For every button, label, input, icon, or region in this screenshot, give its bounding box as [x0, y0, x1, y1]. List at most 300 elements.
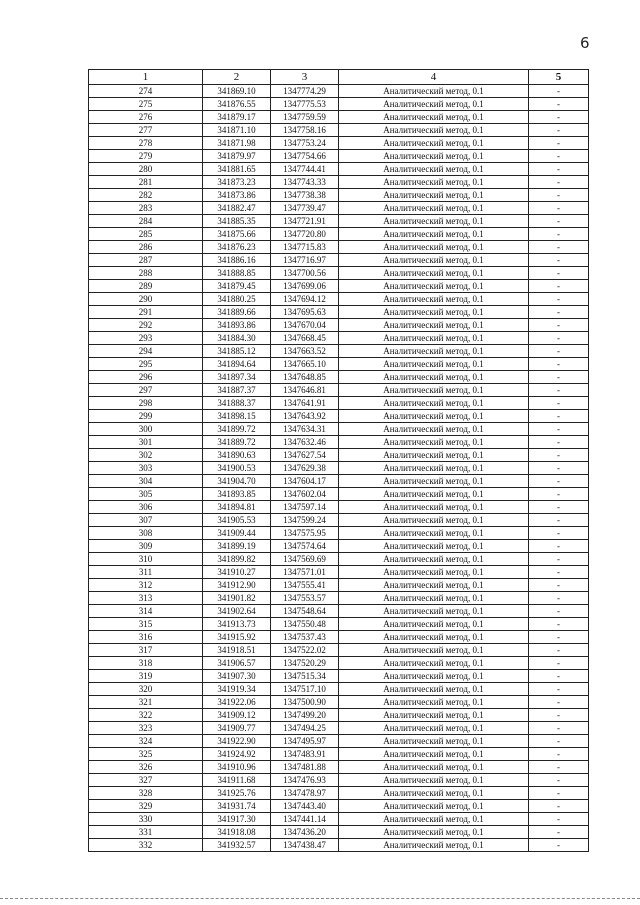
method-accuracy-cell: Аналитический метод, 0.1	[339, 397, 529, 410]
y-coordinate-cell: 1347476.93	[271, 774, 339, 787]
note-cell: -	[529, 241, 589, 254]
note-cell: -	[529, 436, 589, 449]
point-number-cell: 313	[89, 592, 203, 605]
method-accuracy-cell: Аналитический метод, 0.1	[339, 98, 529, 111]
method-accuracy-cell: Аналитический метод, 0.1	[339, 527, 529, 540]
table-row	[89, 410, 589, 423]
point-number-cell: 298	[89, 397, 203, 410]
y-coordinate-cell: 1347665.10	[271, 358, 339, 371]
table-row	[89, 449, 589, 462]
point-number-cell: 305	[89, 488, 203, 501]
y-coordinate-cell: 1347699.06	[271, 280, 339, 293]
table-row	[89, 423, 589, 436]
y-coordinate-cell: 1347494.25	[271, 722, 339, 735]
x-coordinate-cell: 341886.16	[203, 254, 271, 267]
method-accuracy-cell: Аналитический метод, 0.1	[339, 280, 529, 293]
x-coordinate-cell: 341873.23	[203, 176, 271, 189]
table-row	[89, 670, 589, 683]
note-cell: -	[529, 176, 589, 189]
note-cell: -	[529, 423, 589, 436]
x-coordinate-cell: 341871.98	[203, 137, 271, 150]
point-number-cell: 311	[89, 566, 203, 579]
y-coordinate-cell: 1347604.17	[271, 475, 339, 488]
method-accuracy-cell: Аналитический метод, 0.1	[339, 839, 529, 852]
point-number-cell: 275	[89, 98, 203, 111]
point-number-cell: 319	[89, 670, 203, 683]
point-number-cell: 325	[89, 748, 203, 761]
x-coordinate-cell: 341910.96	[203, 761, 271, 774]
y-coordinate-cell: 1347775.53	[271, 98, 339, 111]
method-accuracy-cell: Аналитический метод, 0.1	[339, 202, 529, 215]
table-row	[89, 735, 589, 748]
table-row	[89, 176, 589, 189]
method-accuracy-cell: Аналитический метод, 0.1	[339, 475, 529, 488]
y-coordinate-cell: 1347515.34	[271, 670, 339, 683]
method-accuracy-cell: Аналитический метод, 0.1	[339, 800, 529, 813]
x-coordinate-cell: 341879.45	[203, 280, 271, 293]
note-cell: -	[529, 319, 589, 332]
point-number-cell: 306	[89, 501, 203, 514]
table-row	[89, 397, 589, 410]
method-accuracy-cell: Аналитический метод, 0.1	[339, 332, 529, 345]
note-cell: -	[529, 488, 589, 501]
note-cell: -	[529, 735, 589, 748]
note-cell: -	[529, 163, 589, 176]
method-accuracy-cell: Аналитический метод, 0.1	[339, 826, 529, 839]
note-cell: -	[529, 748, 589, 761]
note-cell: -	[529, 462, 589, 475]
method-accuracy-cell: Аналитический метод, 0.1	[339, 488, 529, 501]
header-col-5: 5	[529, 70, 589, 85]
y-coordinate-cell: 1347634.31	[271, 423, 339, 436]
x-coordinate-cell: 341906.57	[203, 657, 271, 670]
method-accuracy-cell: Аналитический метод, 0.1	[339, 423, 529, 436]
point-number-cell: 291	[89, 306, 203, 319]
method-accuracy-cell: Аналитический метод, 0.1	[339, 306, 529, 319]
note-cell: -	[529, 592, 589, 605]
x-coordinate-cell: 341881.65	[203, 163, 271, 176]
method-accuracy-cell: Аналитический метод, 0.1	[339, 657, 529, 670]
x-coordinate-cell: 341893.85	[203, 488, 271, 501]
point-number-cell: 324	[89, 735, 203, 748]
point-number-cell: 323	[89, 722, 203, 735]
note-cell: -	[529, 670, 589, 683]
note-cell: -	[529, 397, 589, 410]
method-accuracy-cell: Аналитический метод, 0.1	[339, 761, 529, 774]
y-coordinate-cell: 1347670.04	[271, 319, 339, 332]
method-accuracy-cell: Аналитический метод, 0.1	[339, 163, 529, 176]
method-accuracy-cell: Аналитический метод, 0.1	[339, 618, 529, 631]
method-accuracy-cell: Аналитический метод, 0.1	[339, 735, 529, 748]
y-coordinate-cell: 1347721.91	[271, 215, 339, 228]
point-number-cell: 320	[89, 683, 203, 696]
method-accuracy-cell: Аналитический метод, 0.1	[339, 722, 529, 735]
x-coordinate-cell: 341889.66	[203, 306, 271, 319]
point-number-cell: 274	[89, 85, 203, 98]
x-coordinate-cell: 341913.73	[203, 618, 271, 631]
y-coordinate-cell: 1347483.91	[271, 748, 339, 761]
y-coordinate-cell: 1347441.14	[271, 813, 339, 826]
x-coordinate-cell: 341932.57	[203, 839, 271, 852]
x-coordinate-cell: 341910.27	[203, 566, 271, 579]
table-row	[89, 579, 589, 592]
y-coordinate-cell: 1347738.38	[271, 189, 339, 202]
note-cell: -	[529, 722, 589, 735]
note-cell: -	[529, 280, 589, 293]
y-coordinate-cell: 1347537.43	[271, 631, 339, 644]
y-coordinate-cell: 1347648.85	[271, 371, 339, 384]
table-row	[89, 306, 589, 319]
method-accuracy-cell: Аналитический метод, 0.1	[339, 579, 529, 592]
method-accuracy-cell: Аналитический метод, 0.1	[339, 631, 529, 644]
method-accuracy-cell: Аналитический метод, 0.1	[339, 553, 529, 566]
note-cell: -	[529, 137, 589, 150]
method-accuracy-cell: Аналитический метод, 0.1	[339, 709, 529, 722]
point-number-cell: 276	[89, 111, 203, 124]
method-accuracy-cell: Аналитический метод, 0.1	[339, 683, 529, 696]
point-number-cell: 330	[89, 813, 203, 826]
y-coordinate-cell: 1347522.02	[271, 644, 339, 657]
x-coordinate-cell: 341893.86	[203, 319, 271, 332]
note-cell: -	[529, 696, 589, 709]
y-coordinate-cell: 1347555.41	[271, 579, 339, 592]
table-row	[89, 787, 589, 800]
table-row	[89, 839, 589, 852]
method-accuracy-cell: Аналитический метод, 0.1	[339, 592, 529, 605]
point-number-cell: 289	[89, 280, 203, 293]
y-coordinate-cell: 1347436.20	[271, 826, 339, 839]
table-row	[89, 319, 589, 332]
method-accuracy-cell: Аналитический метод, 0.1	[339, 774, 529, 787]
note-cell: -	[529, 332, 589, 345]
point-number-cell: 318	[89, 657, 203, 670]
point-number-cell: 285	[89, 228, 203, 241]
method-accuracy-cell: Аналитический метод, 0.1	[339, 462, 529, 475]
header-col-1: 1	[89, 70, 203, 85]
x-coordinate-cell: 341898.15	[203, 410, 271, 423]
table-row	[89, 826, 589, 839]
y-coordinate-cell: 1347754.66	[271, 150, 339, 163]
method-accuracy-cell: Аналитический метод, 0.1	[339, 124, 529, 137]
table-row	[89, 384, 589, 397]
table-row	[89, 631, 589, 644]
point-number-cell: 296	[89, 371, 203, 384]
point-number-cell: 277	[89, 124, 203, 137]
table-row	[89, 683, 589, 696]
table-row	[89, 241, 589, 254]
point-number-cell: 278	[89, 137, 203, 150]
table-row	[89, 800, 589, 813]
table-row	[89, 527, 589, 540]
x-coordinate-cell: 341909.12	[203, 709, 271, 722]
y-coordinate-cell: 1347700.56	[271, 267, 339, 280]
x-coordinate-cell: 341882.47	[203, 202, 271, 215]
note-cell: -	[529, 787, 589, 800]
table-row	[89, 761, 589, 774]
y-coordinate-cell: 1347663.52	[271, 345, 339, 358]
page-bottom-divider	[0, 898, 640, 899]
table-row	[89, 514, 589, 527]
x-coordinate-cell: 341907.30	[203, 670, 271, 683]
y-coordinate-cell: 1347571.01	[271, 566, 339, 579]
y-coordinate-cell: 1347438.47	[271, 839, 339, 852]
table-body	[89, 85, 589, 852]
table-row	[89, 332, 589, 345]
x-coordinate-cell: 341922.90	[203, 735, 271, 748]
note-cell: -	[529, 371, 589, 384]
method-accuracy-cell: Аналитический метод, 0.1	[339, 319, 529, 332]
y-coordinate-cell: 1347758.16	[271, 124, 339, 137]
x-coordinate-cell: 341875.66	[203, 228, 271, 241]
point-number-cell: 287	[89, 254, 203, 267]
method-accuracy-cell: Аналитический метод, 0.1	[339, 605, 529, 618]
point-number-cell: 303	[89, 462, 203, 475]
x-coordinate-cell: 341871.10	[203, 124, 271, 137]
note-cell: -	[529, 813, 589, 826]
x-coordinate-cell: 341900.53	[203, 462, 271, 475]
method-accuracy-cell: Аналитический метод, 0.1	[339, 748, 529, 761]
x-coordinate-cell: 341873.86	[203, 189, 271, 202]
method-accuracy-cell: Аналитический метод, 0.1	[339, 137, 529, 150]
page-number: 6	[580, 34, 590, 52]
x-coordinate-cell: 341884.30	[203, 332, 271, 345]
table-row	[89, 592, 589, 605]
table-row	[89, 553, 589, 566]
point-number-cell: 331	[89, 826, 203, 839]
x-coordinate-cell: 341901.82	[203, 592, 271, 605]
x-coordinate-cell: 341905.53	[203, 514, 271, 527]
method-accuracy-cell: Аналитический метод, 0.1	[339, 189, 529, 202]
table-row	[89, 540, 589, 553]
table-row	[89, 215, 589, 228]
y-coordinate-cell: 1347753.24	[271, 137, 339, 150]
point-number-cell: 299	[89, 410, 203, 423]
note-cell: -	[529, 709, 589, 722]
y-coordinate-cell: 1347774.29	[271, 85, 339, 98]
point-number-cell: 308	[89, 527, 203, 540]
point-number-cell: 281	[89, 176, 203, 189]
y-coordinate-cell: 1347517.10	[271, 683, 339, 696]
note-cell: -	[529, 449, 589, 462]
point-number-cell: 293	[89, 332, 203, 345]
x-coordinate-cell: 341912.90	[203, 579, 271, 592]
y-coordinate-cell: 1347443.40	[271, 800, 339, 813]
x-coordinate-cell: 341924.92	[203, 748, 271, 761]
note-cell: -	[529, 839, 589, 852]
table-row	[89, 501, 589, 514]
x-coordinate-cell: 341897.34	[203, 371, 271, 384]
x-coordinate-cell: 341902.64	[203, 605, 271, 618]
x-coordinate-cell: 341909.44	[203, 527, 271, 540]
method-accuracy-cell: Аналитический метод, 0.1	[339, 241, 529, 254]
x-coordinate-cell: 341889.72	[203, 436, 271, 449]
table-row	[89, 657, 589, 670]
method-accuracy-cell: Аналитический метод, 0.1	[339, 85, 529, 98]
method-accuracy-cell: Аналитический метод, 0.1	[339, 410, 529, 423]
point-number-cell: 292	[89, 319, 203, 332]
y-coordinate-cell: 1347550.48	[271, 618, 339, 631]
table-header-row	[89, 70, 589, 85]
y-coordinate-cell: 1347694.12	[271, 293, 339, 306]
table-row	[89, 605, 589, 618]
method-accuracy-cell: Аналитический метод, 0.1	[339, 111, 529, 124]
note-cell: -	[529, 98, 589, 111]
note-cell: -	[529, 605, 589, 618]
table-row	[89, 189, 589, 202]
table-row	[89, 618, 589, 631]
point-number-cell: 329	[89, 800, 203, 813]
table-row	[89, 462, 589, 475]
y-coordinate-cell: 1347716.97	[271, 254, 339, 267]
y-coordinate-cell: 1347668.45	[271, 332, 339, 345]
point-number-cell: 282	[89, 189, 203, 202]
point-number-cell: 307	[89, 514, 203, 527]
point-number-cell: 300	[89, 423, 203, 436]
method-accuracy-cell: Аналитический метод, 0.1	[339, 215, 529, 228]
note-cell: -	[529, 644, 589, 657]
x-coordinate-cell: 341879.17	[203, 111, 271, 124]
x-coordinate-cell: 341876.55	[203, 98, 271, 111]
table-row	[89, 254, 589, 267]
method-accuracy-cell: Аналитический метод, 0.1	[339, 813, 529, 826]
header-col-2: 2	[203, 70, 271, 85]
x-coordinate-cell: 341888.85	[203, 267, 271, 280]
y-coordinate-cell: 1347629.38	[271, 462, 339, 475]
method-accuracy-cell: Аналитический метод, 0.1	[339, 514, 529, 527]
point-number-cell: 315	[89, 618, 203, 631]
method-accuracy-cell: Аналитический метод, 0.1	[339, 449, 529, 462]
x-coordinate-cell: 341918.51	[203, 644, 271, 657]
x-coordinate-cell: 341880.25	[203, 293, 271, 306]
point-number-cell: 283	[89, 202, 203, 215]
y-coordinate-cell: 1347646.81	[271, 384, 339, 397]
table-row	[89, 345, 589, 358]
y-coordinate-cell: 1347548.64	[271, 605, 339, 618]
y-coordinate-cell: 1347478.97	[271, 787, 339, 800]
y-coordinate-cell: 1347499.20	[271, 709, 339, 722]
method-accuracy-cell: Аналитический метод, 0.1	[339, 696, 529, 709]
note-cell: -	[529, 475, 589, 488]
x-coordinate-cell: 341931.74	[203, 800, 271, 813]
table-row	[89, 488, 589, 501]
point-number-cell: 295	[89, 358, 203, 371]
table-row	[89, 150, 589, 163]
note-cell: -	[529, 215, 589, 228]
y-coordinate-cell: 1347575.95	[271, 527, 339, 540]
table-row	[89, 358, 589, 371]
note-cell: -	[529, 800, 589, 813]
point-number-cell: 326	[89, 761, 203, 774]
note-cell: -	[529, 761, 589, 774]
method-accuracy-cell: Аналитический метод, 0.1	[339, 644, 529, 657]
note-cell: -	[529, 579, 589, 592]
point-number-cell: 288	[89, 267, 203, 280]
method-accuracy-cell: Аналитический метод, 0.1	[339, 384, 529, 397]
y-coordinate-cell: 1347715.83	[271, 241, 339, 254]
method-accuracy-cell: Аналитический метод, 0.1	[339, 566, 529, 579]
x-coordinate-cell: 341890.63	[203, 449, 271, 462]
point-number-cell: 301	[89, 436, 203, 449]
point-number-cell: 284	[89, 215, 203, 228]
table-row	[89, 722, 589, 735]
note-cell: -	[529, 85, 589, 98]
y-coordinate-cell: 1347520.29	[271, 657, 339, 670]
x-coordinate-cell: 341899.19	[203, 540, 271, 553]
note-cell: -	[529, 514, 589, 527]
table-row	[89, 280, 589, 293]
note-cell: -	[529, 293, 589, 306]
point-number-cell: 280	[89, 163, 203, 176]
point-number-cell: 297	[89, 384, 203, 397]
method-accuracy-cell: Аналитический метод, 0.1	[339, 787, 529, 800]
y-coordinate-cell: 1347597.14	[271, 501, 339, 514]
x-coordinate-cell: 341915.92	[203, 631, 271, 644]
note-cell: -	[529, 657, 589, 670]
point-number-cell: 321	[89, 696, 203, 709]
point-number-cell: 310	[89, 553, 203, 566]
point-number-cell: 279	[89, 150, 203, 163]
point-number-cell: 304	[89, 475, 203, 488]
x-coordinate-cell: 341894.81	[203, 501, 271, 514]
y-coordinate-cell: 1347641.91	[271, 397, 339, 410]
method-accuracy-cell: Аналитический метод, 0.1	[339, 176, 529, 189]
table-row	[89, 293, 589, 306]
table-row	[89, 98, 589, 111]
table-row	[89, 566, 589, 579]
method-accuracy-cell: Аналитический метод, 0.1	[339, 293, 529, 306]
method-accuracy-cell: Аналитический метод, 0.1	[339, 254, 529, 267]
table-row	[89, 137, 589, 150]
table-row	[89, 709, 589, 722]
table-row	[89, 774, 589, 787]
method-accuracy-cell: Аналитический метод, 0.1	[339, 501, 529, 514]
x-coordinate-cell: 341919.34	[203, 683, 271, 696]
note-cell: -	[529, 111, 589, 124]
x-coordinate-cell: 341899.72	[203, 423, 271, 436]
point-number-cell: 332	[89, 839, 203, 852]
x-coordinate-cell: 341879.97	[203, 150, 271, 163]
note-cell: -	[529, 228, 589, 241]
x-coordinate-cell: 341918.08	[203, 826, 271, 839]
note-cell: -	[529, 306, 589, 319]
method-accuracy-cell: Аналитический метод, 0.1	[339, 345, 529, 358]
note-cell: -	[529, 553, 589, 566]
y-coordinate-cell: 1347481.88	[271, 761, 339, 774]
table-row	[89, 813, 589, 826]
point-number-cell: 294	[89, 345, 203, 358]
point-number-cell: 286	[89, 241, 203, 254]
note-cell: -	[529, 150, 589, 163]
note-cell: -	[529, 345, 589, 358]
header-col-4: 4	[339, 70, 529, 85]
note-cell: -	[529, 631, 589, 644]
table-row	[89, 267, 589, 280]
table-row	[89, 696, 589, 709]
y-coordinate-cell: 1347569.69	[271, 553, 339, 566]
y-coordinate-cell: 1347632.46	[271, 436, 339, 449]
note-cell: -	[529, 254, 589, 267]
note-cell: -	[529, 410, 589, 423]
note-cell: -	[529, 202, 589, 215]
note-cell: -	[529, 501, 589, 514]
x-coordinate-cell: 341888.37	[203, 397, 271, 410]
y-coordinate-cell: 1347744.41	[271, 163, 339, 176]
y-coordinate-cell: 1347553.57	[271, 592, 339, 605]
note-cell: -	[529, 384, 589, 397]
y-coordinate-cell: 1347574.64	[271, 540, 339, 553]
table-row	[89, 436, 589, 449]
method-accuracy-cell: Аналитический метод, 0.1	[339, 540, 529, 553]
